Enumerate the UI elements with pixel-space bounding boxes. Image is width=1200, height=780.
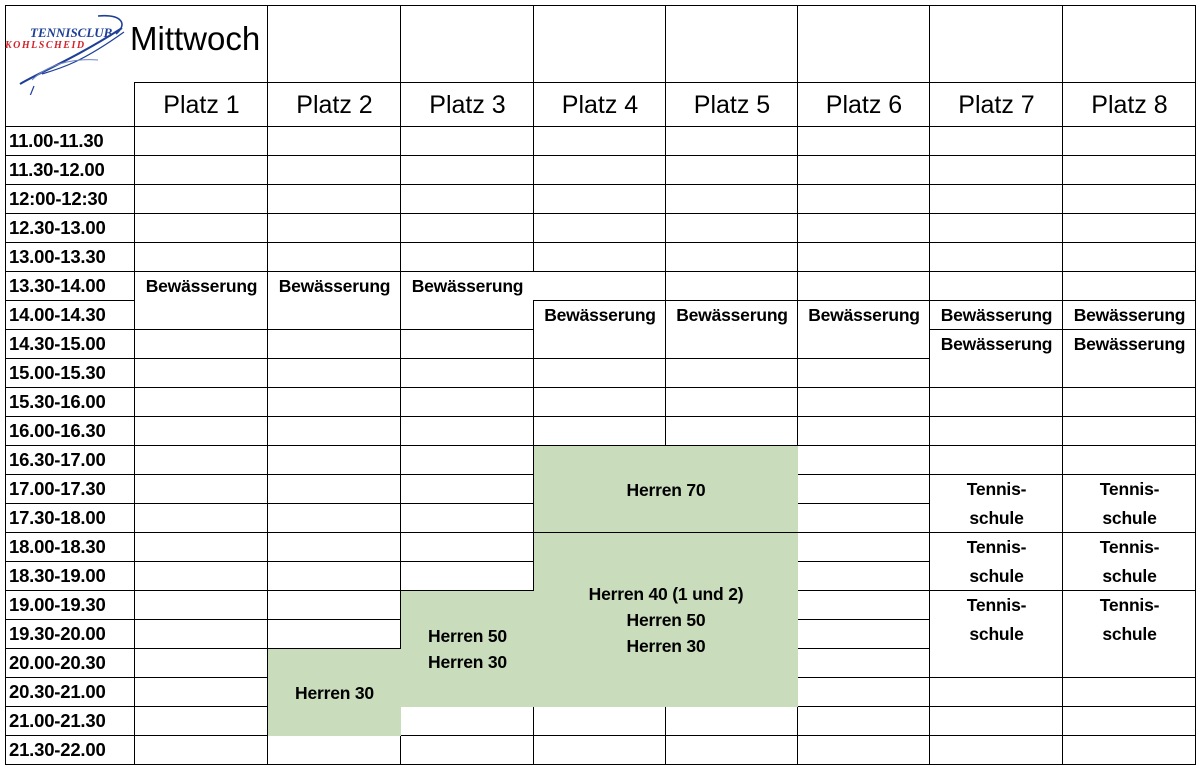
court-slot[interactable] xyxy=(797,329,930,359)
court-slot[interactable] xyxy=(797,271,930,301)
event-label: Herren 70 xyxy=(626,479,706,500)
court-slot[interactable] xyxy=(797,184,930,214)
court-slot[interactable] xyxy=(400,735,534,765)
court-slot[interactable] xyxy=(797,242,930,272)
event-cell[interactable] xyxy=(797,300,930,330)
court-slot[interactable] xyxy=(400,126,534,156)
court-slot[interactable] xyxy=(1062,358,1196,388)
court-slot[interactable] xyxy=(533,213,666,243)
header-blank-cell xyxy=(400,5,534,83)
court-slot[interactable] xyxy=(929,387,1063,417)
event-cell[interactable] xyxy=(267,271,401,301)
court-slot[interactable] xyxy=(665,213,798,243)
court-slot[interactable] xyxy=(400,387,534,417)
court-slot[interactable] xyxy=(929,126,1063,156)
event-label: schule xyxy=(969,566,1024,586)
court-slot[interactable] xyxy=(665,242,798,272)
court-slot[interactable] xyxy=(1062,242,1196,272)
court-slot[interactable] xyxy=(929,184,1063,214)
event-label: Bewässerung xyxy=(1073,305,1186,325)
court-slot[interactable] xyxy=(267,358,401,388)
court-slot[interactable] xyxy=(1062,648,1196,678)
event-cell[interactable] xyxy=(929,474,1063,533)
court-slot[interactable] xyxy=(665,329,798,359)
court-slot[interactable] xyxy=(134,532,268,562)
time-slot-label: 13.30-14.00 xyxy=(5,271,135,301)
court-header-label: Platz 7 xyxy=(958,90,1035,119)
court-slot[interactable] xyxy=(267,474,401,504)
time-slot-label: 21.30-22.00 xyxy=(5,735,135,765)
event-label: Bewässerung xyxy=(940,305,1053,325)
grid-right-border xyxy=(1195,5,1196,765)
court-slot[interactable] xyxy=(134,184,268,214)
event-label: Bewässerung xyxy=(411,276,524,296)
court-slot[interactable] xyxy=(134,677,268,707)
court-slot[interactable] xyxy=(797,532,930,562)
court-slot[interactable] xyxy=(533,126,666,156)
court-slot[interactable] xyxy=(533,184,666,214)
court-slot[interactable] xyxy=(797,126,930,156)
court-slot[interactable] xyxy=(400,329,534,359)
court-slot[interactable] xyxy=(400,532,534,562)
event-label: Herren 30 xyxy=(428,652,507,672)
court-slot[interactable] xyxy=(665,126,798,156)
court-header-8 xyxy=(1062,82,1196,127)
court-slot[interactable] xyxy=(929,271,1063,301)
event-label: Bewässerung xyxy=(940,334,1053,354)
court-slot[interactable] xyxy=(400,242,534,272)
court-slot[interactable] xyxy=(797,619,930,649)
court-slot[interactable] xyxy=(400,474,534,504)
court-slot[interactable] xyxy=(1062,416,1196,446)
header-blank-cell xyxy=(1062,5,1196,83)
court-slot[interactable] xyxy=(797,155,930,185)
event-label: Tennis- xyxy=(1099,537,1160,557)
booking-block[interactable] xyxy=(533,445,798,533)
court-slot[interactable] xyxy=(1062,706,1196,736)
court-slot[interactable] xyxy=(533,155,666,185)
court-slot[interactable] xyxy=(533,242,666,272)
court-slot[interactable] xyxy=(1062,445,1196,475)
event-cell[interactable] xyxy=(1062,329,1196,359)
event-cell[interactable] xyxy=(1062,300,1196,330)
time-slot-label: 18.30-19.00 xyxy=(5,561,135,591)
court-slot[interactable] xyxy=(665,416,798,446)
event-label: Herren 30 xyxy=(626,636,706,656)
time-slot-label: 19.00-19.30 xyxy=(5,590,135,620)
time-slot-label: 21.00-21.30 xyxy=(5,706,135,736)
court-slot[interactable] xyxy=(929,155,1063,185)
event-label: schule xyxy=(1102,566,1157,586)
court-slot[interactable] xyxy=(134,300,268,330)
court-slot[interactable] xyxy=(797,213,930,243)
court-slot[interactable] xyxy=(400,300,534,330)
court-slot[interactable] xyxy=(267,619,401,649)
court-slot[interactable] xyxy=(134,561,268,591)
court-slot[interactable] xyxy=(797,677,930,707)
court-slot[interactable] xyxy=(134,445,268,475)
court-slot[interactable] xyxy=(134,648,268,678)
court-slot[interactable] xyxy=(929,648,1063,678)
event-label: Bewässerung xyxy=(808,305,920,325)
court-slot[interactable] xyxy=(665,184,798,214)
court-slot[interactable] xyxy=(929,416,1063,446)
court-slot[interactable] xyxy=(797,474,930,504)
court-slot[interactable] xyxy=(533,329,666,359)
logo-line2: KOHLSCHEID xyxy=(5,40,86,51)
court-header-label: Platz 6 xyxy=(825,90,903,119)
court-slot[interactable] xyxy=(929,677,1063,707)
time-slot-label: 18.00-18.30 xyxy=(5,532,135,562)
event-label: Herren 30 xyxy=(295,682,374,703)
court-slot[interactable] xyxy=(400,561,534,591)
court-slot[interactable] xyxy=(533,735,666,765)
court-slot[interactable] xyxy=(533,706,666,736)
court-slot[interactable] xyxy=(400,416,534,446)
booking-block[interactable] xyxy=(533,532,798,707)
court-header-1 xyxy=(134,82,268,127)
event-cell[interactable] xyxy=(400,271,534,301)
event-label: Tennis- xyxy=(966,479,1027,499)
event-cell[interactable] xyxy=(665,300,798,330)
event-label: Herren 40 (1 und 2) xyxy=(588,584,744,604)
court-slot[interactable] xyxy=(267,532,401,562)
court-slot[interactable] xyxy=(134,242,268,272)
court-header-6 xyxy=(797,82,930,127)
court-slot[interactable] xyxy=(134,155,268,185)
event-label: Bewässerung xyxy=(145,276,258,296)
court-slot[interactable] xyxy=(134,706,268,736)
court-slot[interactable] xyxy=(134,735,268,765)
court-slot[interactable] xyxy=(267,561,401,591)
court-slot[interactable] xyxy=(929,706,1063,736)
court-header-label: Platz 3 xyxy=(429,90,506,119)
court-slot[interactable] xyxy=(797,416,930,446)
court-header-7 xyxy=(929,82,1063,127)
court-slot[interactable] xyxy=(665,706,798,736)
court-slot[interactable] xyxy=(533,358,666,388)
court-slot[interactable] xyxy=(1062,155,1196,185)
header-blank-cell xyxy=(665,5,798,83)
court-slot[interactable] xyxy=(267,155,401,185)
event-label: schule xyxy=(969,624,1024,644)
court-slot[interactable] xyxy=(1062,126,1196,156)
court-header-2 xyxy=(267,82,401,127)
event-cell[interactable] xyxy=(533,300,666,330)
court-slot[interactable] xyxy=(134,590,268,620)
court-header-label: Platz 4 xyxy=(561,90,639,119)
court-slot[interactable] xyxy=(929,358,1063,388)
court-slot[interactable] xyxy=(665,387,798,417)
event-cell[interactable] xyxy=(929,532,1063,591)
event-label: Bewässerung xyxy=(1073,334,1186,354)
court-slot[interactable] xyxy=(400,184,534,214)
time-slot-label: 11.30-12.00 xyxy=(5,155,135,185)
court-slot[interactable] xyxy=(797,561,930,591)
court-slot[interactable] xyxy=(665,155,798,185)
tennisclub-logo-icon xyxy=(2,10,132,95)
time-slot-label: 15.30-16.00 xyxy=(5,387,135,417)
court-header-4 xyxy=(533,82,666,127)
time-slot-label: 20.30-21.00 xyxy=(5,677,135,707)
court-slot[interactable] xyxy=(134,126,268,156)
court-slot[interactable] xyxy=(665,271,798,301)
event-label: Tennis- xyxy=(1099,595,1160,615)
court-slot[interactable] xyxy=(267,329,401,359)
event-label: schule xyxy=(969,508,1024,528)
court-slot[interactable] xyxy=(134,474,268,504)
court-slot[interactable] xyxy=(797,503,930,533)
court-slot[interactable] xyxy=(134,619,268,649)
time-slot-label: 20.00-20.30 xyxy=(5,648,135,678)
court-slot[interactable] xyxy=(797,358,930,388)
time-slot-label: 12:00-12:30 xyxy=(5,184,135,214)
court-slot[interactable] xyxy=(929,242,1063,272)
court-slot[interactable] xyxy=(134,387,268,417)
court-slot[interactable] xyxy=(400,358,534,388)
time-slot-label: 12.30-13.00 xyxy=(5,213,135,243)
court-slot[interactable] xyxy=(134,416,268,446)
page-title: Mittwoch xyxy=(130,20,261,57)
time-slot-label: 15.00-15.30 xyxy=(5,358,135,388)
event-label: Bewässerung xyxy=(676,305,788,325)
event-label: Bewässerung xyxy=(278,276,391,296)
court-slot[interactable] xyxy=(797,387,930,417)
time-slot-label: 16.30-17.00 xyxy=(5,445,135,475)
court-slot[interactable] xyxy=(267,735,401,765)
court-slot[interactable] xyxy=(400,213,534,243)
court-slot[interactable] xyxy=(1062,271,1196,301)
court-slot[interactable] xyxy=(400,445,534,475)
court-slot[interactable] xyxy=(1062,213,1196,243)
event-cell[interactable] xyxy=(134,271,268,301)
court-slot[interactable] xyxy=(267,590,401,620)
court-slot[interactable] xyxy=(267,213,401,243)
event-label: Tennis- xyxy=(966,537,1027,557)
header-blank-cell xyxy=(929,5,1063,83)
time-slot-label: 11.00-11.30 xyxy=(5,126,135,156)
court-slot[interactable] xyxy=(134,329,268,359)
logo-line1: TENNISCLUB xyxy=(30,25,113,40)
court-header-3 xyxy=(400,82,534,127)
time-slot-label: 14.00-14.30 xyxy=(5,300,135,330)
court-slot[interactable] xyxy=(797,706,930,736)
time-slot-label: 17.00-17.30 xyxy=(5,474,135,504)
time-slot-label: 19.30-20.00 xyxy=(5,619,135,649)
time-slot-label: 17.30-18.00 xyxy=(5,503,135,533)
court-slot[interactable] xyxy=(533,416,666,446)
court-slot[interactable] xyxy=(929,735,1063,765)
court-slot[interactable] xyxy=(1062,677,1196,707)
court-slot[interactable] xyxy=(267,300,401,330)
event-label: Herren 50 xyxy=(626,610,706,630)
event-cell[interactable] xyxy=(929,300,1063,330)
court-slot[interactable] xyxy=(1062,735,1196,765)
grid-bottom-border xyxy=(5,764,1196,765)
court-header-label: Platz 1 xyxy=(163,90,240,119)
event-label: schule xyxy=(1102,624,1157,644)
header-blank-cell xyxy=(797,5,930,83)
court-header-label: Platz 2 xyxy=(296,90,373,119)
court-slot[interactable] xyxy=(797,648,930,678)
header-blank-cell xyxy=(533,5,666,83)
court-slot[interactable] xyxy=(400,503,534,533)
court-slot[interactable] xyxy=(929,213,1063,243)
event-cell[interactable] xyxy=(1062,590,1196,649)
court-slot[interactable] xyxy=(134,358,268,388)
court-slot[interactable] xyxy=(267,387,401,417)
court-slot[interactable] xyxy=(400,706,534,736)
court-slot[interactable] xyxy=(1062,387,1196,417)
court-slot[interactable] xyxy=(134,503,268,533)
court-slot[interactable] xyxy=(267,503,401,533)
court-slot[interactable] xyxy=(1062,184,1196,214)
court-slot[interactable] xyxy=(400,155,534,185)
court-slot[interactable] xyxy=(533,387,666,417)
event-label: Tennis- xyxy=(966,595,1027,615)
court-slot[interactable] xyxy=(797,445,930,475)
court-header-5 xyxy=(665,82,798,127)
court-slot[interactable] xyxy=(665,735,798,765)
court-slot[interactable] xyxy=(533,271,666,301)
booking-block[interactable] xyxy=(267,648,401,736)
court-slot[interactable] xyxy=(929,445,1063,475)
time-slot-label: 13.00-13.30 xyxy=(5,242,135,272)
time-slot-label: 14.30-15.00 xyxy=(5,329,135,359)
event-label: schule xyxy=(1102,508,1157,528)
court-slot[interactable] xyxy=(267,242,401,272)
time-slot-label: 16.00-16.30 xyxy=(5,416,135,446)
court-slot[interactable] xyxy=(665,358,798,388)
event-label: Bewässerung xyxy=(544,305,656,325)
court-slot[interactable] xyxy=(134,213,268,243)
court-slot[interactable] xyxy=(267,126,401,156)
event-cell[interactable] xyxy=(929,590,1063,649)
court-header-label: Platz 8 xyxy=(1091,90,1168,119)
booking-block[interactable] xyxy=(400,590,534,707)
header-blank-cell xyxy=(267,5,401,83)
event-label: Herren 50 xyxy=(428,626,507,646)
court-slot[interactable] xyxy=(797,735,930,765)
court-slot[interactable] xyxy=(267,184,401,214)
event-cell[interactable] xyxy=(929,329,1063,359)
event-cell[interactable] xyxy=(1062,532,1196,591)
court-slot[interactable] xyxy=(267,416,401,446)
event-cell[interactable] xyxy=(1062,474,1196,533)
court-slot[interactable] xyxy=(267,445,401,475)
event-label: Tennis- xyxy=(1099,479,1160,499)
court-slot[interactable] xyxy=(797,590,930,620)
court-header-label: Platz 5 xyxy=(693,90,771,119)
